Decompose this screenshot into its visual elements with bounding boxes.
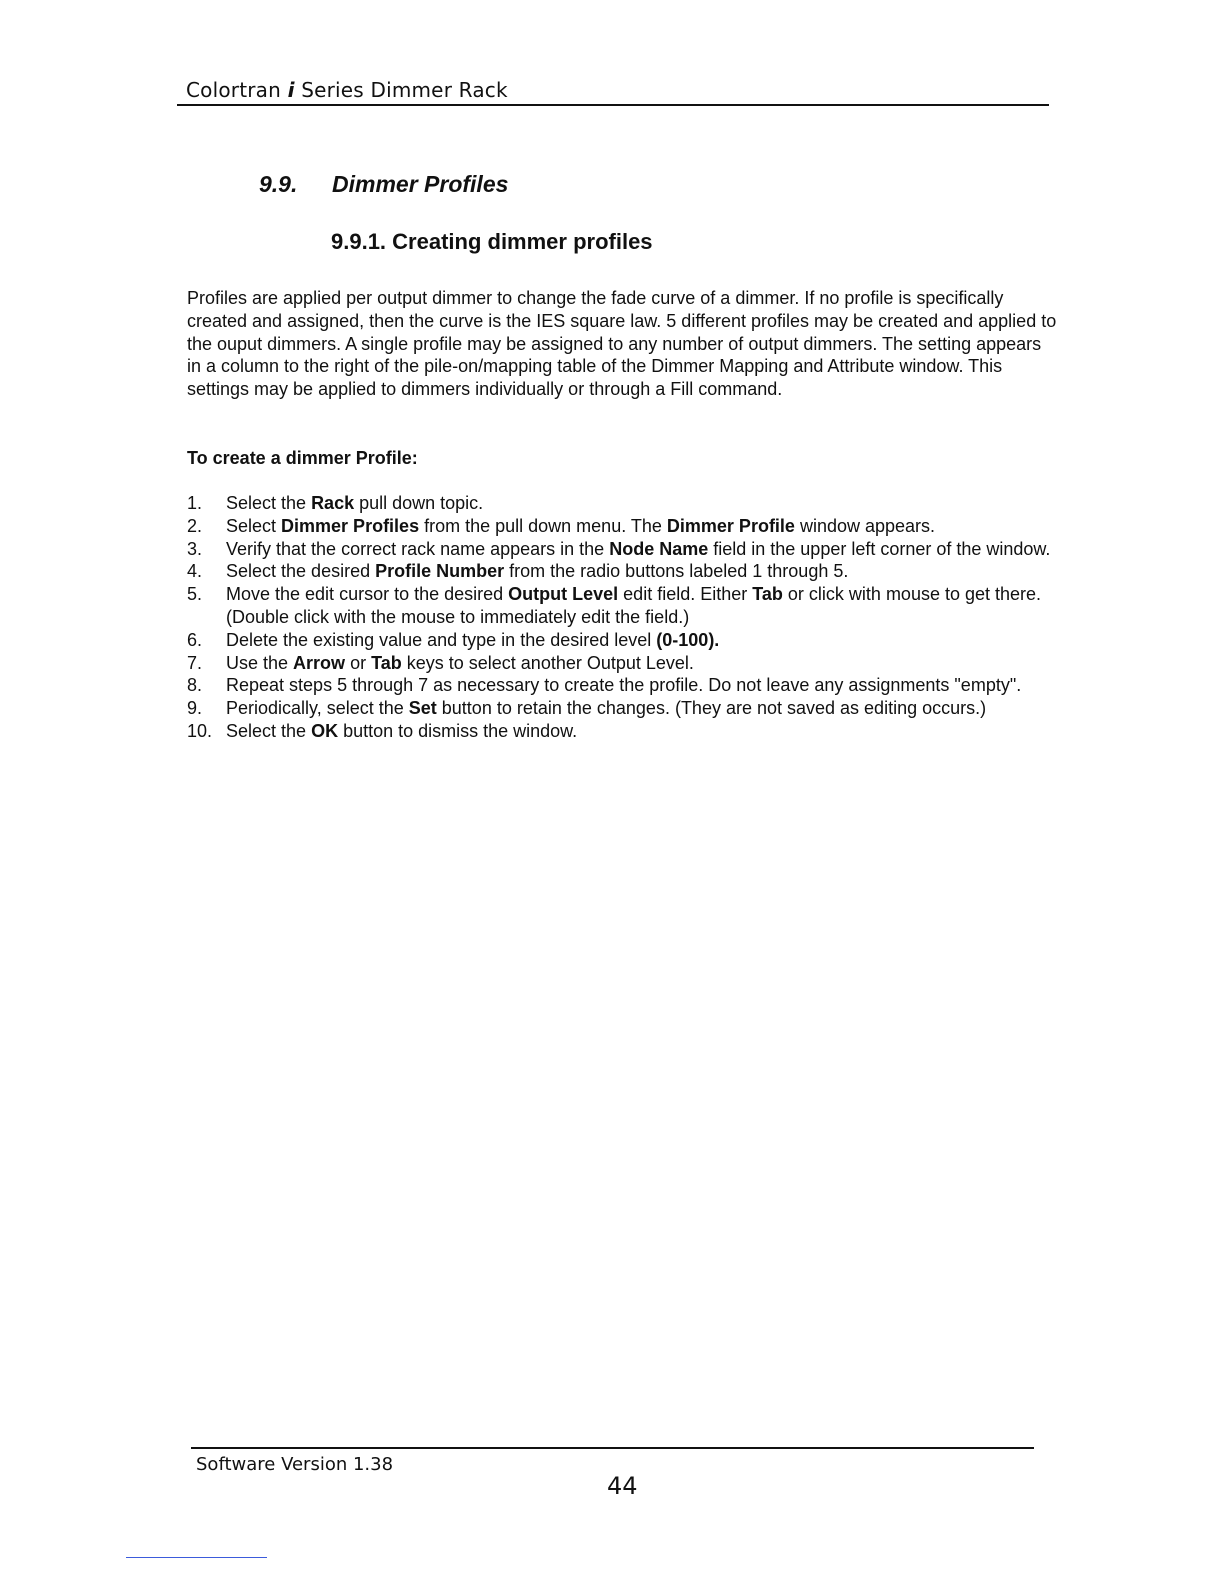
step-number: 10. [187,720,213,741]
section-number: 9.9. [259,171,298,197]
intro-paragraph: Profiles are applied per output dimmer to change the fade curve of a dimmer. If no profile is specifically created and assigned, then the curve is the IES square law. 5 different profiles may be created and applied to the ouput dimmers. A single profile may be assigned to any number of output dimmers. The setting appears in a column to the right of the pile-on/mapping table of the Dimmer Mapping and Attribute window. This settings may be applied to dimmers individually or through a Fill command. [187,288,1057,400]
step-item [187,583,1057,629]
step-text-run: or [345,652,372,673]
step-emphasis: Output Level [508,584,619,605]
step-item [187,538,1057,561]
step-number: 9. [187,698,203,719]
scan-line [126,1557,267,1558]
step-text-run: Repeat steps 5 through 7 as necessary to create the profile. Do not leave any assignments "empty". [226,675,1022,696]
step-emphasis: Tab [752,584,783,605]
step-text-run: button to retain the changes. (They are not saved as editing occurs.) [436,698,987,719]
header-rule [177,104,1049,106]
step-emphasis: Dimmer Profile [666,515,795,536]
step-text [226,539,1050,559]
step-number: 1. [187,493,203,513]
step-emphasis: Tab [371,652,402,673]
step-text [226,698,986,718]
step-text-run: keys to select another Output Level. [401,652,694,673]
step-emphasis: Rack [311,493,355,513]
step-text [226,630,719,650]
step-text-run: Verify that the correct rack name appears in the [226,538,610,559]
step-emphasis: Arrow [293,652,346,673]
software-version: Software Version 1.38 [196,1454,394,1475]
step-number: 8. [187,675,203,696]
header-title-prefix: Colortran [186,78,282,102]
step-item [187,560,1057,583]
step-item [187,492,1057,515]
step-text [226,561,848,581]
step-item [187,720,1057,743]
subsection-heading: 9.9.1. Creating dimmer profiles [331,229,653,254]
step-text-run: Select the desired [226,561,376,582]
step-text-run: Move the edit cursor to the desired [226,584,509,605]
step-text [226,516,935,536]
footer-rule [191,1447,1034,1449]
step-text [226,653,694,673]
step-text-run: Select [226,515,282,536]
step-text-run: edit field. Either [618,584,753,605]
step-number: 2. [187,515,203,536]
step-item [187,652,1057,675]
step-text-run: field in the upper left corner of the window. [708,538,1051,559]
step-number: 4. [187,561,203,582]
step-text-run: Select the [226,720,312,741]
step-text-run: window appears. [794,515,936,536]
section-title: Dimmer Profiles [332,171,509,197]
step-text-run: Periodically, select the [226,698,409,719]
step-item [187,629,1057,652]
procedure-title: To create a dimmer Profile: [187,448,418,468]
step-item [187,674,1057,697]
step-text [226,584,1041,627]
step-text-run: pull down topic. [354,493,484,513]
step-text-run: Use the [226,652,294,673]
step-text-run: Delete the existing value and type in the desired level [226,629,657,650]
section-heading [259,171,508,198]
step-text-run: or click with mouse to get there. (Double click with the mouse to immediately edit the field.) [226,584,1042,627]
step-text-run: button to dismiss the window. [338,720,578,741]
header-title-italic: i [287,78,295,102]
step-number: 5. [187,584,203,605]
step-number: 3. [187,538,203,559]
step-emphasis: Node Name [609,538,709,559]
step-text-run: from the pull down menu. The [419,515,667,536]
step-emphasis: Set [408,698,437,719]
step-emphasis: Profile Number [375,561,505,582]
step-text-run: from the radio buttons labeled 1 through 5. [504,561,849,582]
step-item [187,515,1057,538]
step-text-run: Select the [226,493,312,513]
header-title-suffix: Series Dimmer Rack [301,78,508,102]
step-emphasis: (0-100). [656,629,720,650]
page-number: 44 [607,1472,638,1500]
step-text [226,721,577,741]
step-emphasis: Dimmer Profiles [281,515,420,536]
running-header [186,78,508,102]
step-emphasis: OK [311,720,339,741]
procedure-steps [187,492,1057,743]
step-number: 6. [187,629,203,650]
step-text [226,493,483,513]
step-item [187,697,1057,720]
step-text [226,675,1021,695]
step-number: 7. [187,652,203,673]
